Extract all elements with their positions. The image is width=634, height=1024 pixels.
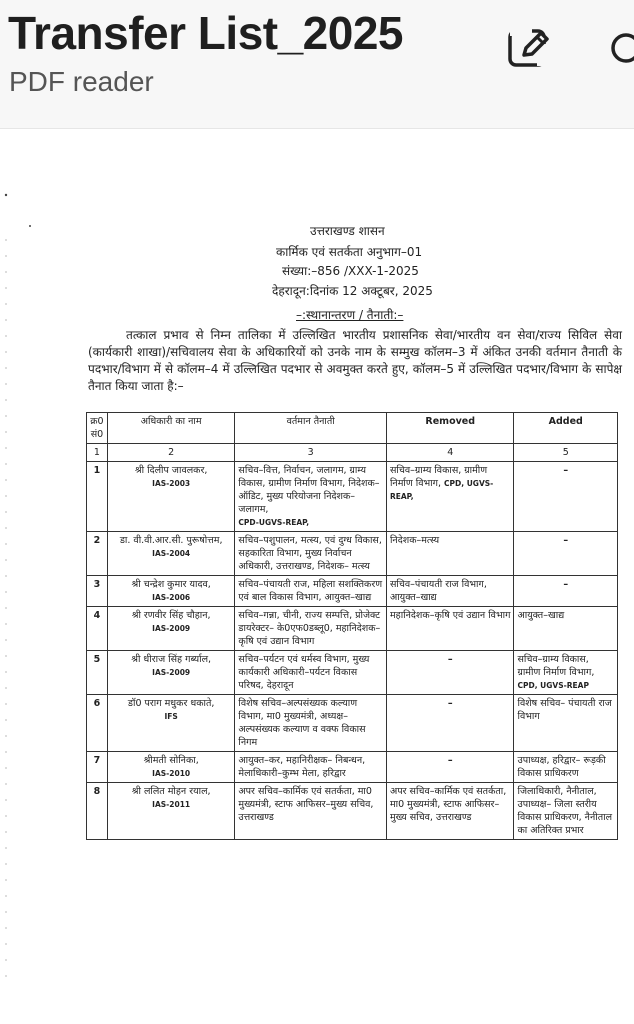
officer-cell	[107, 532, 235, 576]
removed-posting: –	[447, 755, 453, 766]
officer-cell	[107, 651, 235, 695]
added-posting: सचिव–ग्राम्य विकास, ग्रामीण निर्माण विभाग,	[517, 654, 595, 678]
added-posting: जिलाधिकारी, नैनीताल, उपाध्यक्ष– जिला स्तरीय विकास प्राधिकरण, नैनीताल का अतिरिक्त प्रभार	[517, 786, 613, 836]
search-button[interactable]	[606, 26, 634, 70]
officer-name: श्री चन्द्रेश कुमार यादव,	[131, 579, 211, 590]
current-posting-cell	[235, 462, 387, 532]
subject-line: –:स्थानान्तरण / तैनाती:–	[296, 308, 404, 322]
header-sn: क्र0 सं0	[87, 413, 108, 444]
officer-cell	[107, 576, 235, 607]
current-posting-cell	[235, 532, 387, 576]
current-posting-cell	[235, 576, 387, 607]
serial-number: 1	[93, 465, 101, 476]
serial-cell	[87, 783, 108, 840]
pdf-page[interactable]	[0, 129, 634, 1024]
table-row	[87, 651, 618, 695]
serial-number: 7	[93, 755, 101, 766]
officer-cell	[107, 695, 235, 752]
col-number: 1	[87, 444, 108, 462]
officer-name: श्रीमती सोनिका,	[143, 755, 199, 766]
search-icon	[606, 26, 634, 70]
col-number: 3	[235, 444, 387, 462]
removed-posting: निदेशक–मत्स्य	[389, 535, 440, 546]
order-paragraph: तत्काल प्रभाव से निम्न तालिका में उल्लिखित भारतीय प्रशासनिक सेवा/भारतीय वन सेवा/राज्य सिविल सेवा (कार्यकारी शाखा)/सचिवालय सेवा के अधिकारियों को उनके नाम के सम्मुख कॉलम–3 में अंकित उनकी वर्तमान तैनाती के पदभार/विभाग में से कॉलम–4 में उल्लिखित पदभार से अवमुक्त करते हुए, कॉलम–5 में उल्लिखित पदभार/विभाग के सापेक्ष तैनात किया जाता है:–	[88, 328, 622, 393]
officer-cell	[107, 462, 235, 532]
serial-cell	[87, 752, 108, 783]
transfer-table	[86, 412, 618, 840]
removed-posting: अपर सचिव–कार्मिक एवं सतर्कता, मा0 मुख्यमंत्री, स्टाफ आफिसर–मुख्य सचिव, उत्तराखण्ड	[389, 786, 507, 823]
officer-name: श्री धीराज सिंह गर्ब्याल,	[131, 654, 212, 665]
officer-service: IAS-2003	[152, 479, 191, 488]
app-header	[0, 0, 634, 128]
current-posting: सचिव–वित्त, निर्वाचन, जलागम, ग्राम्य विकास, ग्रामीण निर्माण विभाग, निदेशक–ऑडिट, मुख्य परियोजना निदेशक–जलागम,	[238, 465, 380, 515]
added-posting: उपाध्यक्ष, हरिद्वार– रूड़की विकास प्राधिकरण	[517, 755, 606, 779]
current-posting: सचिव–पशुपालन, मत्स्य, एवं दुग्ध विकास, सहकारिता विभाग, मुख्य निर्वाचन अधिकारी, उत्तराखण्ड, निदेशक– मत्स्य	[238, 535, 382, 572]
officer-service: IAS-2004	[152, 549, 191, 558]
current-posting: विशेष सचिव–अल्पसंख्यक कल्याण विभाग, मा0 मुख्यमंत्री, अध्यक्ष– अल्पसंख्यक कल्याण व वक्फ विकास निगम	[238, 698, 366, 748]
added-cell	[514, 576, 618, 607]
header-name: अधिकारी का नाम	[107, 413, 235, 444]
table-row	[87, 576, 618, 607]
table-row	[87, 695, 618, 752]
table-row	[87, 532, 618, 576]
officer-name: श्री ललित मोहन रयाल,	[131, 786, 211, 797]
table-row	[87, 607, 618, 651]
table-row	[87, 462, 618, 532]
officer-cell	[107, 752, 235, 783]
removed-cell	[386, 576, 514, 607]
current-posting: सचिव–पर्यटन एवं धर्मस्व विभाग, मुख्य कार्यकारी अधिकारी–पर्यटन विकास परिषद, देहरादून	[238, 654, 370, 691]
current-posting: सचिव–पंचायती राज, महिला सशक्तिकरण एवं बाल विकास विभाग, आयुक्त–खाद्य	[238, 579, 383, 603]
serial-number: 4	[93, 610, 101, 621]
serial-number: 5	[93, 654, 101, 665]
added-posting: –	[563, 535, 569, 546]
added-posting: आयुक्त–खाद्य	[517, 610, 565, 621]
officer-service: IAS-2009	[152, 624, 191, 633]
added-cell	[514, 532, 618, 576]
table-row	[87, 752, 618, 783]
serial-cell	[87, 695, 108, 752]
officer-service: IAS-2010	[152, 769, 191, 778]
current-posting-cell	[235, 695, 387, 752]
col-number: 4	[386, 444, 514, 462]
col-number: 5	[514, 444, 618, 462]
added-posting: विशेष सचिव– पंचायती राज विभाग	[517, 698, 612, 722]
added-cell	[514, 695, 618, 752]
removed-cell	[386, 651, 514, 695]
header-line-3: संख्या:–856 /XXX-1-2025	[282, 264, 419, 278]
serial-cell	[87, 576, 108, 607]
serial-cell	[87, 462, 108, 532]
removed-posting: –	[447, 654, 453, 665]
officer-name: श्री रणवीर सिंह चौहान,	[131, 610, 211, 621]
officer-cell	[107, 607, 235, 651]
edit-button[interactable]	[505, 24, 553, 72]
header-line-4: देहरादून:दिनांक 12 अक्टूबर, 2025	[272, 284, 433, 298]
officer-cell	[107, 783, 235, 840]
added-posting: –	[563, 579, 569, 590]
removed-cell	[386, 462, 514, 532]
current-posting-cell	[235, 651, 387, 695]
removed-cell	[386, 752, 514, 783]
serial-number: 6	[93, 698, 101, 709]
current-posting-cell	[235, 752, 387, 783]
current-posting: सचिव–गन्ना, चीनी, राज्य सम्पत्ति, प्रोजेक्ट डायरेक्टर– के0एफ0डब्लू0, महानिदेशक–कृषि एवं उद्यान विभाग	[238, 610, 381, 647]
officer-name: श्री दिलीप जावलकर,	[134, 465, 208, 476]
officer-name: डा. वी.वी.आर.सी. पुरूषोत्तम,	[119, 535, 223, 546]
serial-cell	[87, 532, 108, 576]
added-cell	[514, 651, 618, 695]
header-added: Added	[514, 413, 618, 444]
removed-cell	[386, 532, 514, 576]
officer-service: IAS-2011	[152, 800, 191, 809]
serial-cell	[87, 651, 108, 695]
removed-cell	[386, 607, 514, 651]
current-posting-extra: CPD-UGVS-REAP,	[238, 518, 310, 527]
serial-number: 3	[93, 579, 101, 590]
removed-cell	[386, 783, 514, 840]
removed-posting: सचिव–ग्राम्य विकास, ग्रामीण निर्माण विभाग,	[389, 465, 488, 489]
current-posting: अपर सचिव–कार्मिक एवं सतर्कता, मा0 मुख्यमंत्री, स्टाफ आफिसर–मुख्य सचिव, उत्तराखण्ड	[238, 786, 374, 823]
removed-posting: सचिव–पंचायती राज विभाग, आयुक्त–खाद्य	[389, 579, 487, 603]
header-line-1: उत्तराखण्ड शासन	[310, 224, 385, 238]
serial-cell	[87, 607, 108, 651]
added-cell	[514, 607, 618, 651]
header-current: वर्तमान तैनाती	[235, 413, 387, 444]
added-posting: –	[563, 465, 569, 476]
added-cell	[514, 462, 618, 532]
officer-name: डॉ0 पराग मधुकर धकाते,	[127, 698, 215, 709]
removed-posting: –	[447, 698, 453, 709]
serial-number: 8	[93, 786, 101, 797]
edit-icon	[505, 24, 553, 72]
app-name: PDF reader	[9, 66, 154, 97]
removed-posting-extra: CPD, UGVS-REAP,	[389, 479, 494, 501]
officer-service: IAS-2009	[152, 668, 191, 677]
added-cell	[514, 752, 618, 783]
current-posting-cell	[235, 783, 387, 840]
header-line-2: कार्मिक एवं सतर्कता अनुभाग–01	[276, 245, 423, 259]
officer-service: IAS-2006	[152, 593, 191, 602]
removed-cell	[386, 695, 514, 752]
table-header-row	[87, 413, 618, 444]
officer-service: IFS	[164, 712, 178, 721]
added-cell	[514, 783, 618, 840]
header-removed: Removed	[386, 413, 514, 444]
scan-specks	[0, 189, 40, 1019]
current-posting: आयुक्त–कर, महानिरीक्षक– निबन्धन, मेलाधिकारी–कुम्भ मेला, हरिद्वार	[238, 755, 366, 779]
current-posting-cell	[235, 607, 387, 651]
column-number-row	[87, 444, 618, 462]
col-number: 2	[107, 444, 235, 462]
serial-number: 2	[93, 535, 101, 546]
removed-posting: महानिदेशक–कृषि एवं उद्यान विभाग	[389, 610, 511, 621]
table-row	[87, 783, 618, 840]
document-title: Transfer List_2025	[8, 7, 404, 59]
added-posting-extra: CPD, UGVS-REAP	[517, 681, 589, 690]
